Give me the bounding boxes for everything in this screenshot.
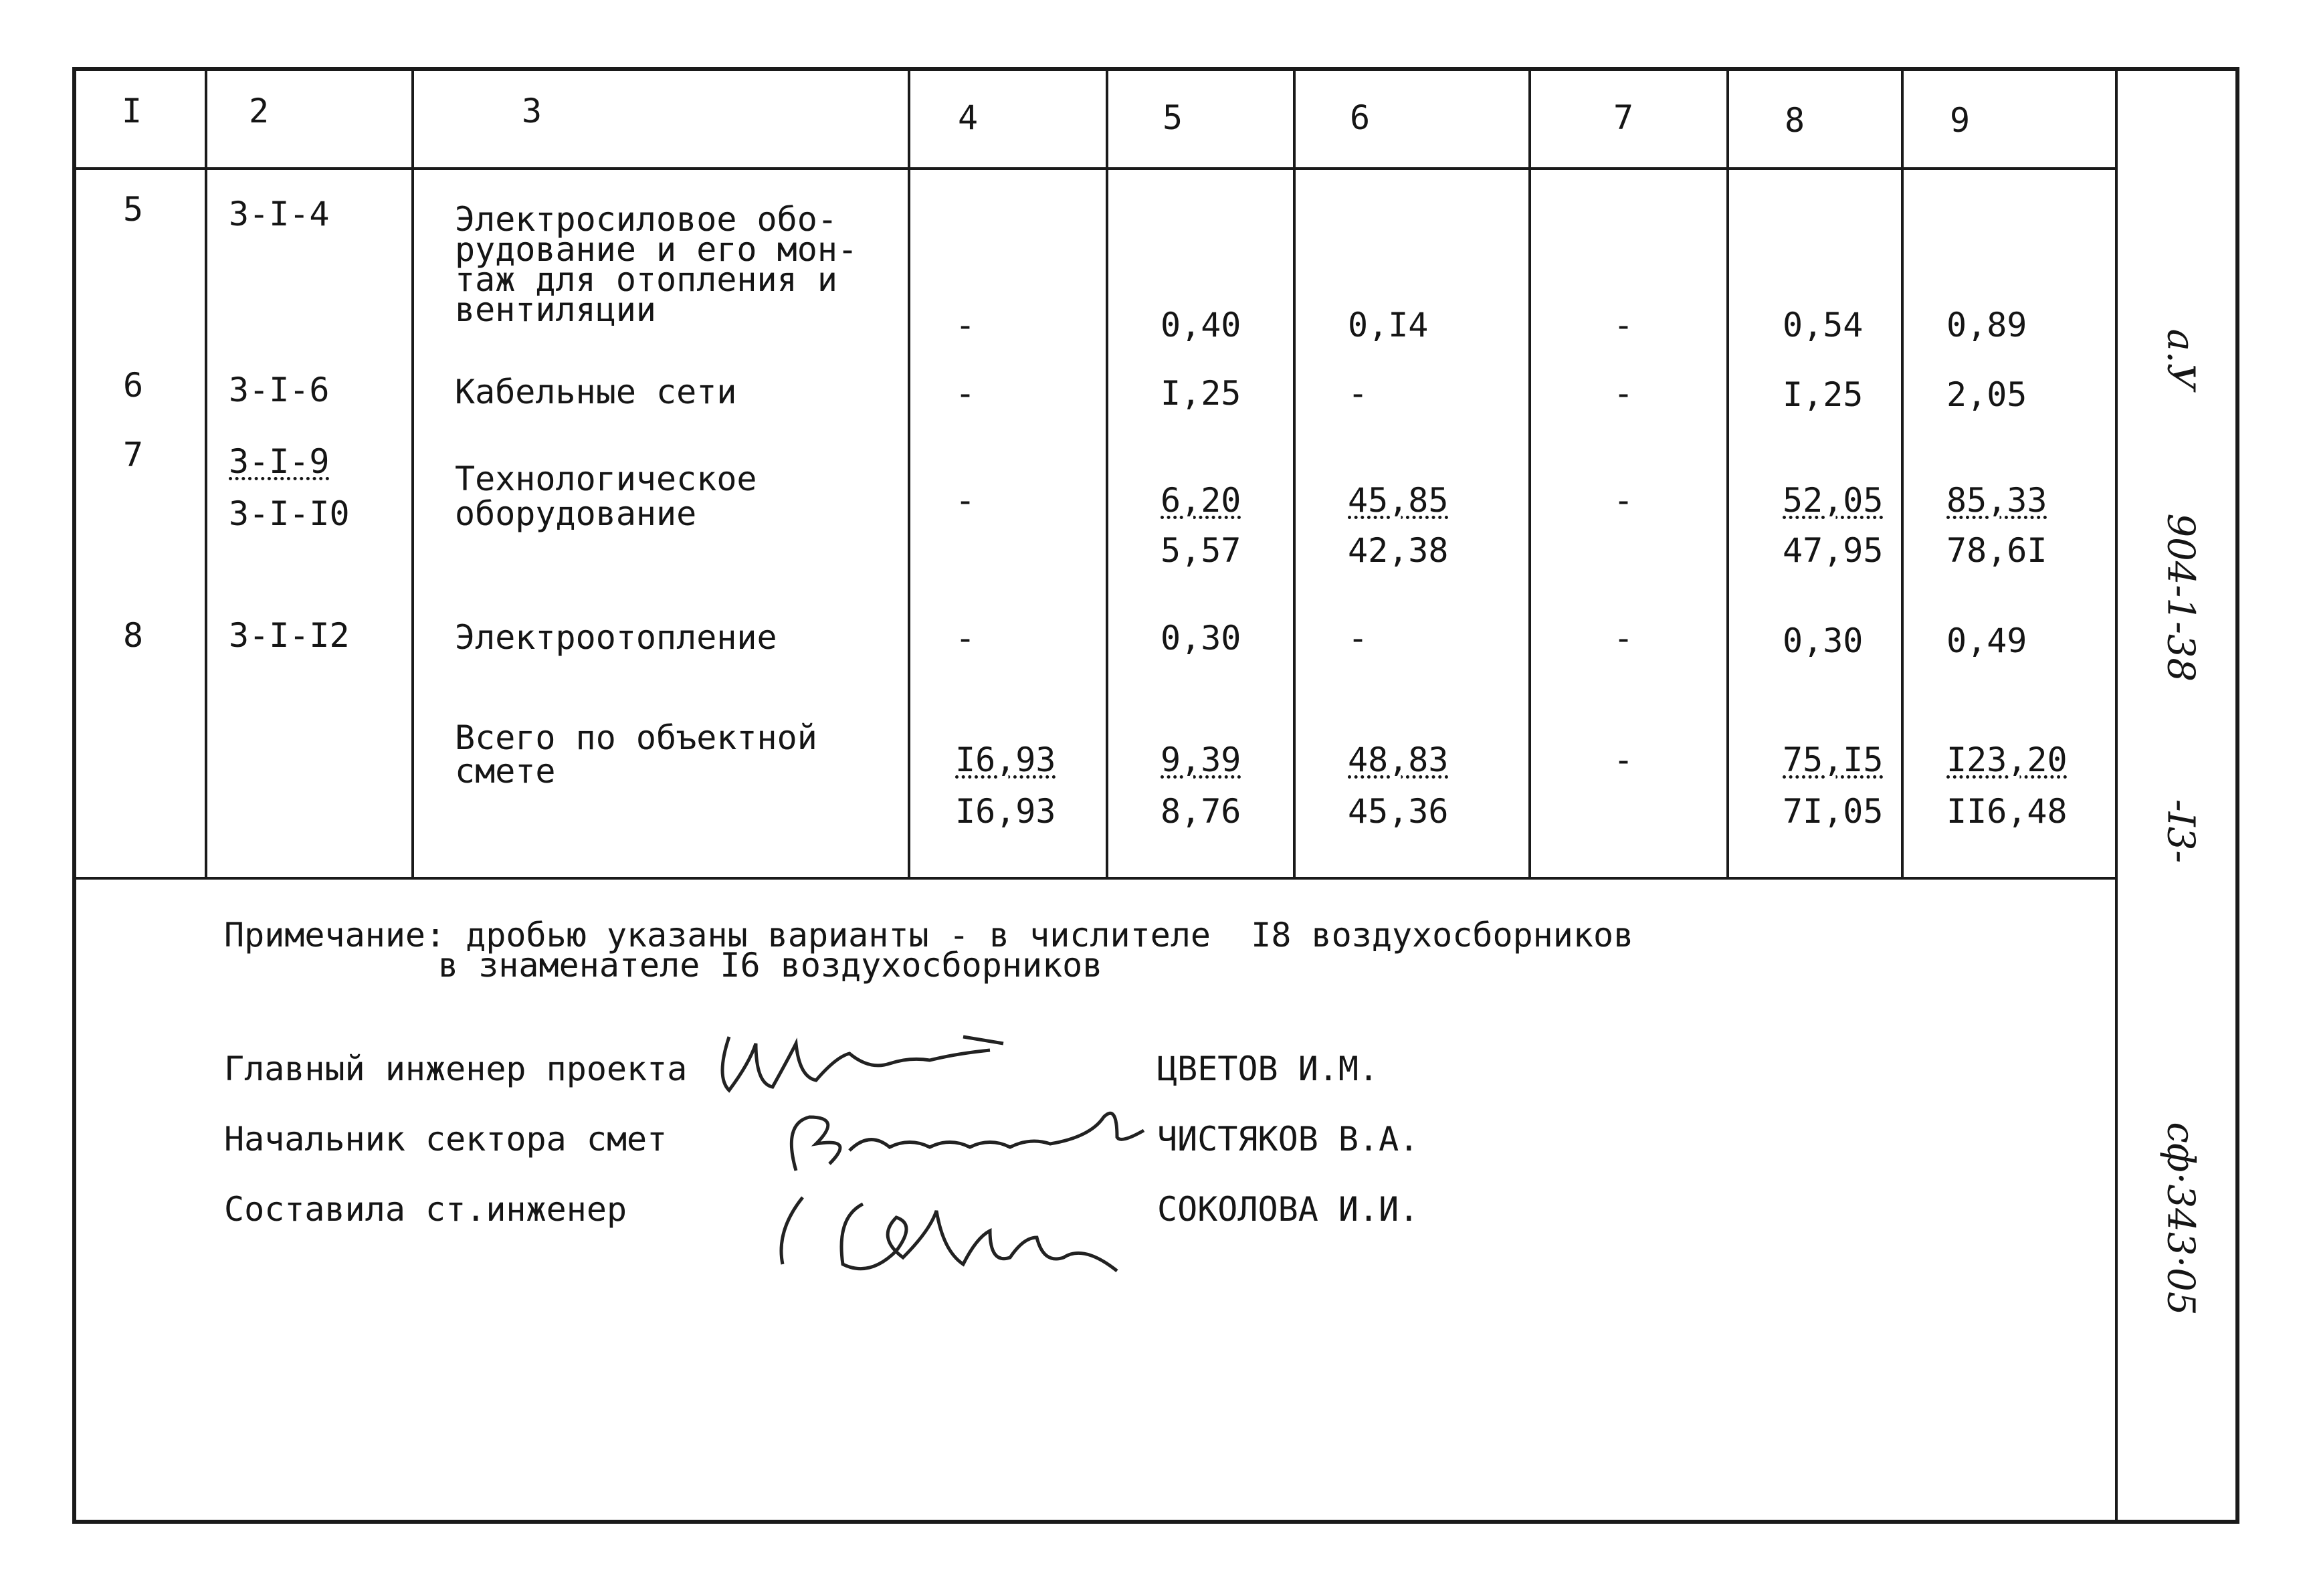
header-col-1: I	[122, 92, 142, 130]
row-7-name-line-1: Технологическое	[455, 460, 757, 498]
table-bottom-rule	[76, 877, 2116, 880]
row-5-col-9: 0,89	[1946, 306, 2027, 344]
signature-role-2: Начальник сектора смет	[224, 1120, 668, 1159]
row-6-col-6: -	[1348, 374, 1369, 413]
row-8-code: 3-I-I2	[229, 616, 350, 655]
handwritten-signature-3	[763, 1177, 1137, 1291]
signature-role-1: Главный инженер проекта	[224, 1050, 688, 1088]
header-rule	[76, 167, 2116, 170]
col-rule-4	[1106, 67, 1108, 878]
row-8-col-8: 0,30	[1783, 621, 1864, 660]
row-7-col-6-numerator: 45,85	[1348, 481, 1449, 520]
signature-name-3: СОКОЛОВА И.И.	[1157, 1190, 1419, 1229]
total-col-4-denominator: I6,93	[955, 792, 1056, 831]
header-col-3: 3	[522, 92, 542, 130]
row-6-name-line-1: Кабельные сети	[455, 373, 737, 411]
row-7-name-line-2: оборудование	[455, 494, 697, 533]
signature-role-3: Составила ст.инженер	[224, 1190, 627, 1229]
document-frame	[72, 67, 2239, 1524]
row-7-col-8-numerator: 52,05	[1783, 481, 1884, 520]
row-8-col-6: -	[1348, 619, 1369, 658]
total-col-9-denominator: II6,48	[1946, 792, 2068, 831]
col-rule-2	[411, 67, 414, 878]
total-col-6-numerator: 48,83	[1348, 740, 1449, 779]
row-6-col-8: I,25	[1783, 375, 1864, 414]
signature-name-1: ЦВЕТОВ И.М.	[1157, 1050, 1379, 1088]
header-col-5: 5	[1163, 98, 1183, 137]
total-name-line-1: Всего по объектной	[455, 718, 817, 757]
row-5-col-5: 0,40	[1161, 306, 1241, 344]
row-5-col-7: -	[1613, 306, 1634, 344]
row-6-col-7: -	[1613, 374, 1634, 413]
header-col-7: 7	[1613, 98, 1634, 137]
note-line-1: Примечание: дробью указаны варианты - в числителе I8 воздухосборников	[224, 916, 1634, 955]
side-label-page: -I3-	[2159, 799, 2203, 864]
header-col-2: 2	[249, 92, 270, 130]
total-col-6-denominator: 45,36	[1348, 792, 1449, 831]
total-name-line-2: смете	[455, 752, 556, 791]
row-5-code: 3-I-4	[229, 195, 330, 233]
row-5-col-8: 0,54	[1783, 306, 1864, 344]
row-8-name-line-1: Электроотопление	[455, 618, 777, 657]
row-6-col-5: I,25	[1161, 374, 1241, 413]
row-7-number: 7	[123, 435, 144, 474]
total-col-5-numerator: 9,39	[1161, 740, 1241, 779]
header-col-9: 9	[1950, 101, 1971, 140]
row-8-col-7: -	[1613, 619, 1634, 658]
row-7-col-5-numerator: 6,20	[1161, 481, 1241, 520]
row-5-number: 5	[123, 190, 144, 229]
signature-name-2: ЧИСТЯКОВ В.А.	[1157, 1120, 1419, 1159]
header-col-6: 6	[1350, 98, 1371, 137]
row-8-number: 8	[123, 616, 144, 655]
handwritten-signature-2	[756, 1097, 1157, 1184]
row-6-col-4: -	[955, 374, 976, 413]
row-5-name-line-3: таж для отопления и	[455, 260, 837, 299]
col-rule-1	[205, 67, 207, 878]
header-col-8: 8	[1785, 101, 1805, 140]
side-label-project: 904-1-38	[2159, 513, 2203, 682]
col-rule-7	[1726, 67, 1729, 878]
side-label-top: а.У	[2159, 328, 2203, 391]
col-rule-6	[1528, 67, 1531, 878]
total-col-7: -	[1613, 740, 1634, 779]
row-7-col-7: -	[1613, 481, 1634, 520]
side-label-code: сф·343·05	[2159, 1122, 2203, 1316]
row-8-col-9: 0,49	[1946, 621, 2027, 660]
total-col-8-denominator: 7I,05	[1783, 792, 1884, 831]
header-col-4: 4	[958, 98, 979, 137]
col-rule-3	[908, 67, 910, 878]
row-7-col-5-denominator: 5,57	[1161, 531, 1241, 570]
row-7-col-9-denominator: 78,6I	[1946, 531, 2047, 570]
col-rule-5	[1293, 67, 1296, 878]
handwritten-signature-1	[709, 1023, 1017, 1104]
total-col-8-numerator: 75,I5	[1783, 740, 1884, 779]
row-7-col-4: -	[955, 481, 976, 520]
side-strip-rule	[2115, 67, 2118, 1524]
row-7-code: 3-I-9	[229, 442, 330, 481]
row-5-name-line-4: вентиляции	[455, 290, 657, 329]
row-6-col-9: 2,05	[1946, 375, 2027, 414]
total-col-5-denominator: 8,76	[1161, 792, 1241, 831]
row-7-col-9-numerator: 85,33	[1946, 481, 2047, 520]
row-7-col-6-denominator: 42,38	[1348, 531, 1449, 570]
row-5-col-6: 0,I4	[1348, 306, 1429, 344]
row-6-number: 6	[123, 366, 144, 405]
row-8-col-5: 0,30	[1161, 619, 1241, 658]
total-col-9-numerator: I23,20	[1946, 740, 2068, 779]
row-7-col-8-denominator: 47,95	[1783, 531, 1884, 570]
row-7-code-2: 3-I-I0	[229, 494, 350, 533]
col-rule-8	[1901, 67, 1904, 878]
row-5-name-line-2: рудование и его мон-	[455, 230, 858, 269]
row-5-name-line-1: Электросиловое обо-	[455, 200, 837, 239]
row-8-col-4: -	[955, 619, 976, 658]
row-6-code: 3-I-6	[229, 371, 330, 409]
note-line-2: в знаменателе I6 воздухосборников	[438, 946, 1103, 985]
row-5-col-4: -	[955, 306, 976, 344]
total-col-4-numerator: I6,93	[955, 740, 1056, 779]
